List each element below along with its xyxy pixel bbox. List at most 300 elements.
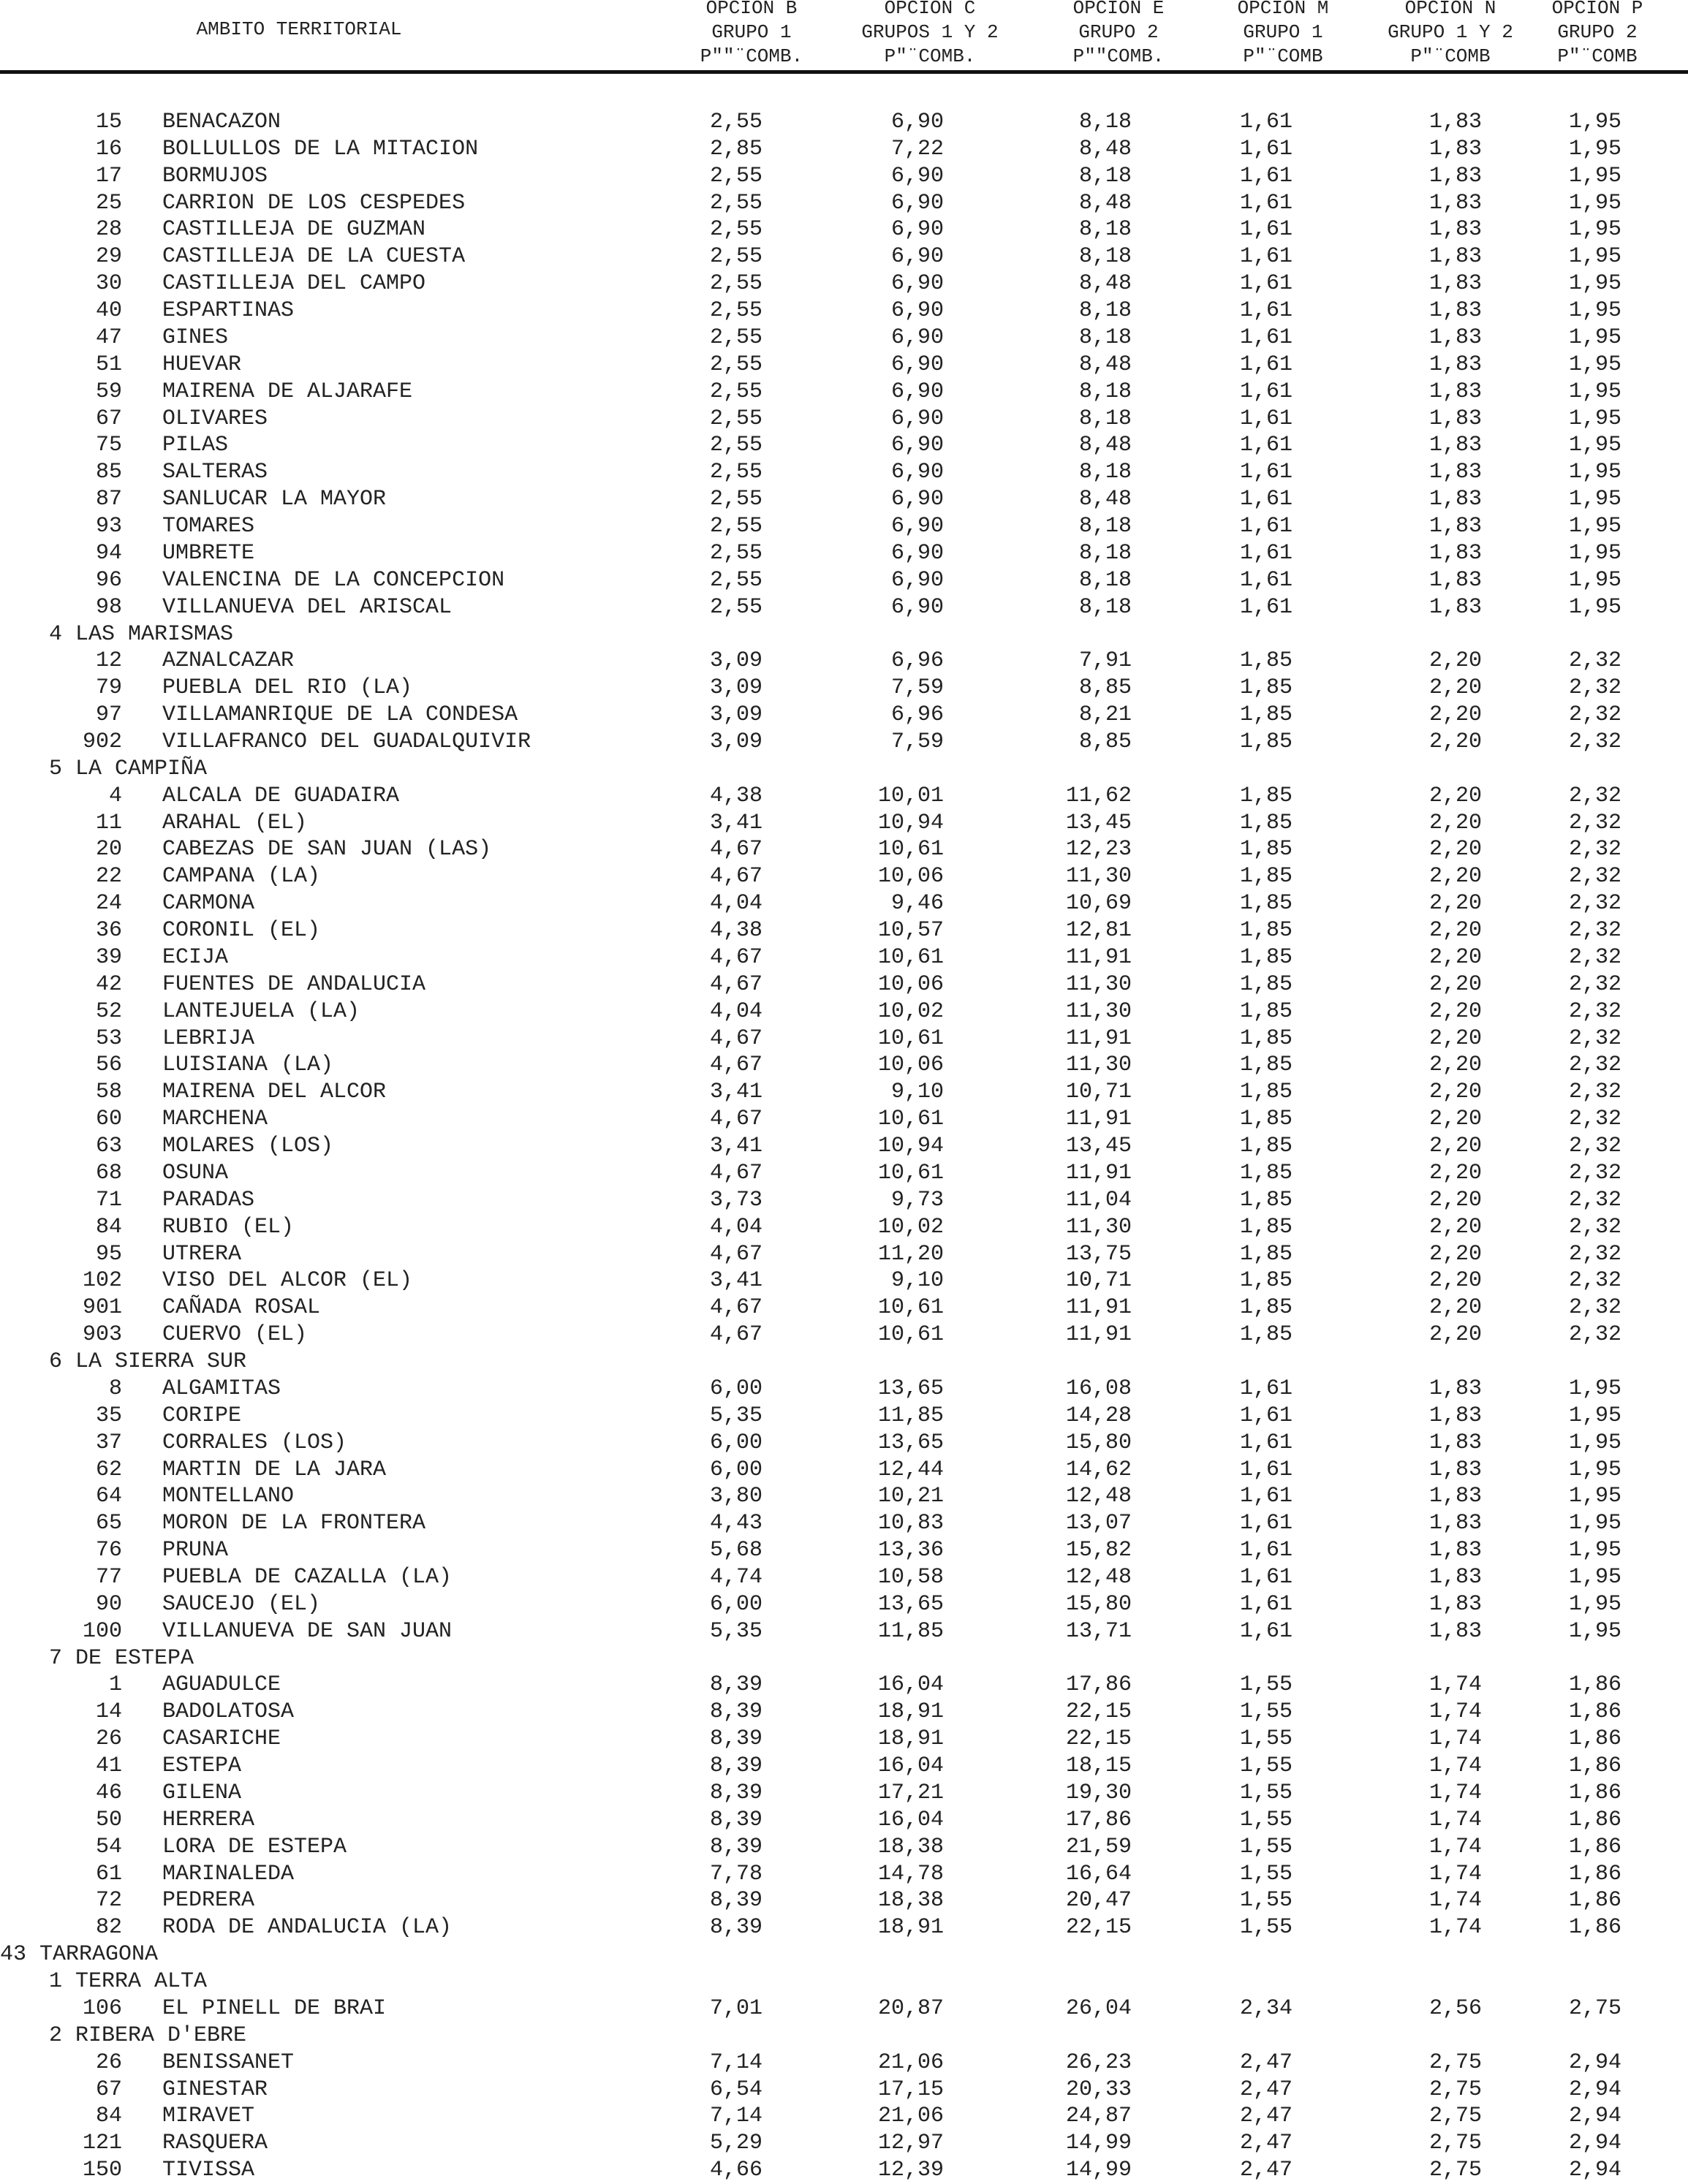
table-row: [0, 1403, 1688, 1430]
value-cell: 2,20: [1428, 1295, 1482, 1321]
municipality-name: MARCHENA: [162, 1107, 268, 1132]
value-cell: 1,95: [1568, 352, 1621, 377]
value-cell: 10,21: [877, 1484, 944, 1509]
table-row: [0, 1376, 1688, 1403]
municipality-code: 60: [95, 1107, 122, 1132]
value-cell: 2,20: [1428, 1053, 1482, 1078]
value-cell: 11,30: [1065, 971, 1132, 997]
municipality-code: 65: [95, 1511, 122, 1536]
value-cell: 1,55: [1239, 1915, 1293, 1941]
value-cell: 4,74: [709, 1564, 762, 1590]
municipality-code: 36: [95, 918, 122, 944]
value-cell: 2,20: [1428, 810, 1482, 835]
table-row: [0, 1834, 1688, 1861]
value-cell: 2,32: [1568, 783, 1621, 808]
value-cell: 2,55: [709, 110, 762, 134]
value-cell: 12,48: [1065, 1564, 1132, 1590]
value-cell: 2,20: [1428, 1160, 1482, 1186]
value-cell: 2,20: [1428, 1268, 1482, 1294]
table-row: [0, 432, 1688, 459]
value-cell: 2,32: [1568, 944, 1621, 970]
value-cell: 4,67: [709, 971, 762, 997]
value-cell: 2,55: [709, 271, 762, 297]
value-cell: 10,06: [877, 864, 944, 890]
value-cell: 13,36: [877, 1538, 944, 1563]
value-cell: 12,39: [877, 2158, 944, 2183]
group-label: 4 LAS MARISMAS: [49, 621, 234, 647]
value-cell: 1,55: [1239, 1726, 1293, 1752]
value-cell: 2,55: [709, 379, 762, 404]
table-row: [0, 163, 1688, 190]
value-cell: 4,67: [709, 1053, 762, 1078]
value-cell: 12,48: [1065, 1484, 1132, 1509]
value-cell: 4,67: [709, 944, 762, 970]
value-cell: 1,85: [1239, 1134, 1293, 1159]
value-cell: 1,85: [1239, 1025, 1293, 1051]
group-heading: [0, 1645, 1688, 1672]
value-cell: 13,65: [877, 1376, 944, 1401]
value-cell: 7,59: [890, 729, 944, 754]
value-cell: 1,61: [1239, 217, 1293, 243]
table-row: [0, 1914, 1688, 1941]
value-cell: 6,90: [890, 244, 944, 270]
value-cell: 2,32: [1568, 810, 1621, 835]
value-cell: 1,85: [1239, 944, 1293, 970]
municipality-code: 51: [95, 352, 122, 377]
value-cell: 24,87: [1065, 2104, 1132, 2129]
value-cell: 13,65: [877, 1591, 944, 1617]
column-header-l1: OPCION B: [705, 0, 798, 19]
header-ambito: AMBITO TERRITORIAL: [196, 18, 402, 40]
value-cell: 1,83: [1428, 163, 1482, 189]
value-cell: 2,55: [709, 460, 762, 485]
value-cell: 2,55: [709, 190, 762, 216]
value-cell: 2,47: [1239, 2104, 1293, 2129]
value-cell: 1,86: [1568, 1888, 1621, 1914]
table-row: [0, 1510, 1688, 1537]
table-row: [0, 297, 1688, 325]
value-cell: 2,94: [1568, 2104, 1621, 2129]
municipality-name: ESTEPA: [162, 1753, 242, 1779]
value-cell: 13,65: [877, 1430, 944, 1455]
municipality-name: GILENA: [162, 1780, 242, 1805]
municipality-code: 98: [95, 594, 122, 620]
value-cell: 4,04: [709, 891, 762, 917]
value-cell: 1,95: [1568, 1538, 1621, 1563]
value-cell: 1,95: [1568, 110, 1621, 134]
value-cell: 13,07: [1065, 1511, 1132, 1536]
value-cell: 4,67: [709, 1107, 762, 1132]
municipality-name: PILAS: [162, 433, 229, 458]
value-cell: 11,85: [877, 1403, 944, 1428]
column-header-l3: P""COMB.: [1072, 45, 1165, 67]
value-cell: 1,83: [1428, 1457, 1482, 1482]
value-cell: 2,94: [1568, 2050, 1621, 2075]
municipality-code: 50: [95, 1807, 122, 1832]
value-cell: 11,30: [1065, 1214, 1132, 1240]
table-row: [0, 971, 1688, 998]
value-cell: 2,20: [1428, 729, 1482, 754]
value-cell: 1,95: [1568, 298, 1621, 324]
province-label: 43 TARRAGONA: [0, 1942, 159, 1968]
value-cell: 2,32: [1568, 1160, 1621, 1186]
value-cell: 20,87: [877, 1995, 944, 2021]
municipality-name: MIRAVET: [162, 2104, 255, 2129]
group-heading: [0, 2022, 1688, 2050]
municipality-name: PUEBLA DE CAZALLA (LA): [162, 1564, 453, 1590]
municipality-code: 30: [95, 271, 122, 297]
value-cell: 1,61: [1239, 1511, 1293, 1536]
value-cell: 2,32: [1568, 998, 1621, 1024]
value-cell: 6,54: [709, 2077, 762, 2102]
municipality-name: VILLAMANRIQUE DE LA CONDESA: [162, 702, 518, 728]
value-cell: 1,85: [1239, 675, 1293, 701]
value-cell: 2,20: [1428, 837, 1482, 862]
value-cell: 6,90: [890, 379, 944, 404]
value-cell: 2,55: [709, 298, 762, 324]
municipality-code: 94: [95, 540, 122, 566]
group-heading: [0, 756, 1688, 783]
value-cell: 11,04: [1065, 1187, 1132, 1213]
value-cell: 8,18: [1078, 460, 1132, 485]
value-cell: 1,61: [1239, 540, 1293, 566]
value-cell: 9,10: [890, 1268, 944, 1294]
value-cell: 1,61: [1239, 190, 1293, 216]
value-cell: 14,99: [1065, 2158, 1132, 2183]
value-cell: 1,61: [1239, 594, 1293, 620]
municipality-code: 75: [95, 433, 122, 458]
value-cell: 1,95: [1568, 379, 1621, 404]
municipality-name: GINES: [162, 325, 229, 350]
table-row: [0, 1241, 1688, 1268]
municipality-code: 902: [82, 729, 122, 754]
municipality-code: 53: [95, 1025, 122, 1051]
value-cell: 2,32: [1568, 1107, 1621, 1132]
municipality-name: HUEVAR: [162, 352, 242, 377]
value-cell: 1,83: [1428, 460, 1482, 485]
value-cell: 1,95: [1568, 1403, 1621, 1428]
table-row: [0, 1618, 1688, 1645]
value-cell: 1,83: [1428, 540, 1482, 566]
column-header-l3: P"¨COMB: [1410, 45, 1491, 67]
municipality-code: 903: [82, 1322, 122, 1348]
value-cell: 4,67: [709, 1241, 762, 1267]
value-cell: 2,55: [709, 325, 762, 350]
table-row: [0, 1214, 1688, 1241]
municipality-code: 62: [95, 1457, 122, 1482]
value-cell: 1,61: [1239, 1484, 1293, 1509]
value-cell: 2,20: [1428, 918, 1482, 944]
table-row: [0, 2130, 1688, 2157]
value-cell: 10,61: [877, 1025, 944, 1051]
table-row: [0, 863, 1688, 890]
municipality-code: 14: [95, 1699, 122, 1725]
value-cell: 1,95: [1568, 460, 1621, 485]
value-cell: 1,83: [1428, 567, 1482, 593]
value-cell: 22,15: [1065, 1699, 1132, 1725]
table-row: [0, 190, 1688, 217]
value-cell: 16,08: [1065, 1376, 1132, 1401]
value-cell: 1,95: [1568, 1618, 1621, 1644]
table-row: [0, 594, 1688, 621]
municipality-name: RODA DE ANDALUCIA (LA): [162, 1915, 453, 1941]
value-cell: 1,55: [1239, 1780, 1293, 1805]
value-cell: 1,83: [1428, 1376, 1482, 1401]
municipality-code: 121: [82, 2131, 122, 2156]
municipality-name: BOLLULLOS DE LA MITACION: [162, 136, 479, 162]
table-row: [0, 836, 1688, 863]
value-cell: 12,97: [877, 2131, 944, 2156]
municipality-code: 67: [95, 2077, 122, 2102]
value-cell: 4,38: [709, 918, 762, 944]
value-cell: 2,32: [1568, 971, 1621, 997]
column-header-l1: OPCION C: [884, 0, 976, 19]
value-cell: 2,75: [1568, 1995, 1621, 2021]
value-cell: 10,61: [877, 1322, 944, 1348]
value-cell: 2,47: [1239, 2158, 1293, 2183]
municipality-name: CORIPE: [162, 1403, 242, 1428]
value-cell: 3,80: [709, 1484, 762, 1509]
value-cell: 1,86: [1568, 1807, 1621, 1832]
municipality-name: OSUNA: [162, 1160, 229, 1186]
table-row: [0, 243, 1688, 270]
value-cell: 8,18: [1078, 540, 1132, 566]
value-cell: 2,20: [1428, 998, 1482, 1024]
column-header-l3: P""¨COMB.: [700, 45, 803, 67]
table-row: [0, 1106, 1688, 1133]
value-cell: 26,04: [1065, 1995, 1132, 2021]
value-cell: 17,86: [1065, 1672, 1132, 1698]
municipality-name: BENACAZON: [162, 110, 281, 134]
column-header-l2: GRUPO 1 Y 2: [1388, 21, 1513, 43]
municipality-name: MAIRENA DE ALJARAFE: [162, 379, 413, 404]
table-row: [0, 1322, 1688, 1349]
table-row: [0, 1699, 1688, 1726]
municipality-name: LORA DE ESTEPA: [162, 1834, 347, 1859]
municipality-code: 68: [95, 1160, 122, 1186]
value-cell: 1,61: [1239, 460, 1293, 485]
value-cell: 4,67: [709, 1025, 762, 1051]
value-cell: 1,61: [1239, 487, 1293, 512]
municipality-code: 76: [95, 1538, 122, 1563]
table-row: [0, 1995, 1688, 2022]
value-cell: 9,46: [890, 891, 944, 917]
value-cell: 6,90: [890, 110, 944, 134]
value-cell: 4,66: [709, 2158, 762, 2183]
table-row: [0, 1160, 1688, 1187]
value-cell: 10,61: [877, 1295, 944, 1321]
table-row: [0, 675, 1688, 702]
municipality-name: TIVISSA: [162, 2158, 255, 2183]
value-cell: 10,02: [877, 998, 944, 1024]
value-cell: 20,33: [1065, 2077, 1132, 2102]
value-cell: 16,04: [877, 1753, 944, 1779]
value-cell: 2,32: [1568, 729, 1621, 754]
municipality-code: 82: [95, 1915, 122, 1941]
municipality-name: GINESTAR: [162, 2077, 268, 2102]
value-cell: 26,23: [1065, 2050, 1132, 2075]
value-cell: 1,86: [1568, 1861, 1621, 1887]
municipality-name: MARINALEDA: [162, 1861, 295, 1887]
table-row: [0, 2103, 1688, 2130]
value-cell: 1,85: [1239, 891, 1293, 917]
value-cell: 2,32: [1568, 864, 1621, 890]
table-row: [0, 270, 1688, 297]
column-header-l1: OPCION M: [1237, 0, 1329, 19]
value-cell: 1,74: [1428, 1753, 1482, 1779]
municipality-name: CARMONA: [162, 891, 255, 917]
group-label: 6 LA SIERRA SUR: [49, 1349, 247, 1375]
value-cell: 10,83: [877, 1511, 944, 1536]
value-cell: 10,58: [877, 1564, 944, 1590]
value-cell: 4,67: [709, 864, 762, 890]
value-cell: 1,95: [1568, 271, 1621, 297]
municipality-code: 87: [95, 487, 122, 512]
value-cell: 1,61: [1239, 136, 1293, 162]
value-cell: 1,95: [1568, 514, 1621, 539]
municipality-code: 15: [95, 110, 122, 134]
value-cell: 8,18: [1078, 594, 1132, 620]
value-cell: 5,68: [709, 1538, 762, 1563]
value-cell: 6,90: [890, 190, 944, 216]
value-cell: 6,00: [709, 1457, 762, 1482]
value-cell: 2,20: [1428, 944, 1482, 970]
group-label: 7 DE ESTEPA: [49, 1645, 194, 1671]
value-cell: 3,41: [709, 1134, 762, 1159]
municipality-name: ESPARTINAS: [162, 298, 295, 324]
value-cell: 2,47: [1239, 2131, 1293, 2156]
value-cell: 1,83: [1428, 190, 1482, 216]
value-cell: 3,73: [709, 1187, 762, 1213]
municipality-name: VILLAFRANCO DEL GUADALQUIVIR: [162, 729, 531, 754]
municipality-code: 79: [95, 675, 122, 701]
value-cell: 1,61: [1239, 433, 1293, 458]
value-cell: 10,02: [877, 1214, 944, 1240]
value-cell: 2,32: [1568, 1295, 1621, 1321]
value-cell: 8,39: [709, 1699, 762, 1725]
value-cell: 16,04: [877, 1807, 944, 1832]
value-cell: 22,15: [1065, 1726, 1132, 1752]
value-cell: 14,62: [1065, 1457, 1132, 1482]
value-cell: 1,83: [1428, 271, 1482, 297]
value-cell: 8,85: [1078, 675, 1132, 701]
municipality-name: MORON DE LA FRONTERA: [162, 1511, 426, 1536]
value-cell: 1,74: [1428, 1699, 1482, 1725]
table-row: [0, 567, 1688, 594]
municipality-code: 54: [95, 1834, 122, 1859]
value-cell: 16,04: [877, 1672, 944, 1698]
table-row: [0, 1672, 1688, 1699]
value-cell: 4,38: [709, 783, 762, 808]
value-cell: 1,74: [1428, 1726, 1482, 1752]
table-row: [0, 1267, 1688, 1294]
table-row: [0, 1025, 1688, 1053]
value-cell: 4,67: [709, 1295, 762, 1321]
value-cell: 12,44: [877, 1457, 944, 1482]
value-cell: 6,90: [890, 298, 944, 324]
value-cell: 1,95: [1568, 1591, 1621, 1617]
value-cell: 8,48: [1078, 433, 1132, 458]
value-cell: 1,83: [1428, 1484, 1482, 1509]
table-row: [0, 1133, 1688, 1160]
value-cell: 1,61: [1239, 1430, 1293, 1455]
value-cell: 11,91: [1065, 1295, 1132, 1321]
value-cell: 10,06: [877, 971, 944, 997]
table-row: [0, 917, 1688, 944]
municipality-code: 40: [95, 298, 122, 324]
value-cell: 6,00: [709, 1430, 762, 1455]
value-cell: 1,85: [1239, 1268, 1293, 1294]
value-cell: 1,95: [1568, 540, 1621, 566]
value-cell: 1,74: [1428, 1780, 1482, 1805]
table-row: [0, 1726, 1688, 1753]
value-cell: 2,32: [1568, 918, 1621, 944]
table-row: [0, 2050, 1688, 2077]
value-cell: 13,75: [1065, 1241, 1132, 1267]
value-cell: 2,85: [709, 136, 762, 162]
value-cell: 20,47: [1065, 1888, 1132, 1914]
value-cell: 1,61: [1239, 325, 1293, 350]
table-row: [0, 1753, 1688, 1780]
value-cell: 8,48: [1078, 487, 1132, 512]
value-cell: 1,61: [1239, 244, 1293, 270]
table-row: [0, 406, 1688, 433]
value-cell: 2,94: [1568, 2158, 1621, 2183]
value-cell: 6,90: [890, 325, 944, 350]
municipality-name: MAIRENA DEL ALCOR: [162, 1080, 387, 1105]
municipality-code: 1: [108, 1672, 122, 1698]
value-cell: 1,55: [1239, 1861, 1293, 1887]
value-cell: 2,32: [1568, 675, 1621, 701]
value-cell: 2,20: [1428, 864, 1482, 890]
municipality-code: 96: [95, 567, 122, 593]
value-cell: 11,91: [1065, 1107, 1132, 1132]
value-cell: 1,61: [1239, 271, 1293, 297]
value-cell: 1,83: [1428, 406, 1482, 431]
value-cell: 1,83: [1428, 1591, 1482, 1617]
value-cell: 1,74: [1428, 1834, 1482, 1859]
value-cell: 10,61: [877, 1107, 944, 1132]
value-cell: 8,21: [1078, 702, 1132, 728]
value-cell: 2,55: [709, 540, 762, 566]
value-cell: 11,85: [877, 1618, 944, 1644]
value-cell: 2,32: [1568, 1322, 1621, 1348]
municipality-name: PARADAS: [162, 1187, 255, 1213]
value-cell: 1,95: [1568, 1430, 1621, 1455]
table-row: [0, 1430, 1688, 1457]
value-cell: 6,00: [709, 1376, 762, 1401]
municipality-name: FUENTES DE ANDALUCIA: [162, 971, 426, 997]
municipality-code: 77: [95, 1564, 122, 1590]
municipality-name: OLIVARES: [162, 406, 268, 431]
municipality-code: 85: [95, 460, 122, 485]
value-cell: 8,48: [1078, 352, 1132, 377]
municipality-name: SAUCEJO (EL): [162, 1591, 321, 1617]
table-row: [0, 325, 1688, 352]
table-row: [0, 2077, 1688, 2104]
value-cell: 2,20: [1428, 1107, 1482, 1132]
value-cell: 8,39: [709, 1888, 762, 1914]
value-cell: 15,80: [1065, 1591, 1132, 1617]
value-cell: 8,18: [1078, 244, 1132, 270]
value-cell: 1,86: [1568, 1780, 1621, 1805]
value-cell: 4,67: [709, 837, 762, 862]
municipality-name: CUERVO (EL): [162, 1322, 308, 1348]
value-cell: 1,85: [1239, 1187, 1293, 1213]
value-cell: 18,91: [877, 1915, 944, 1941]
table-row: [0, 1564, 1688, 1591]
value-cell: 1,83: [1428, 1538, 1482, 1563]
